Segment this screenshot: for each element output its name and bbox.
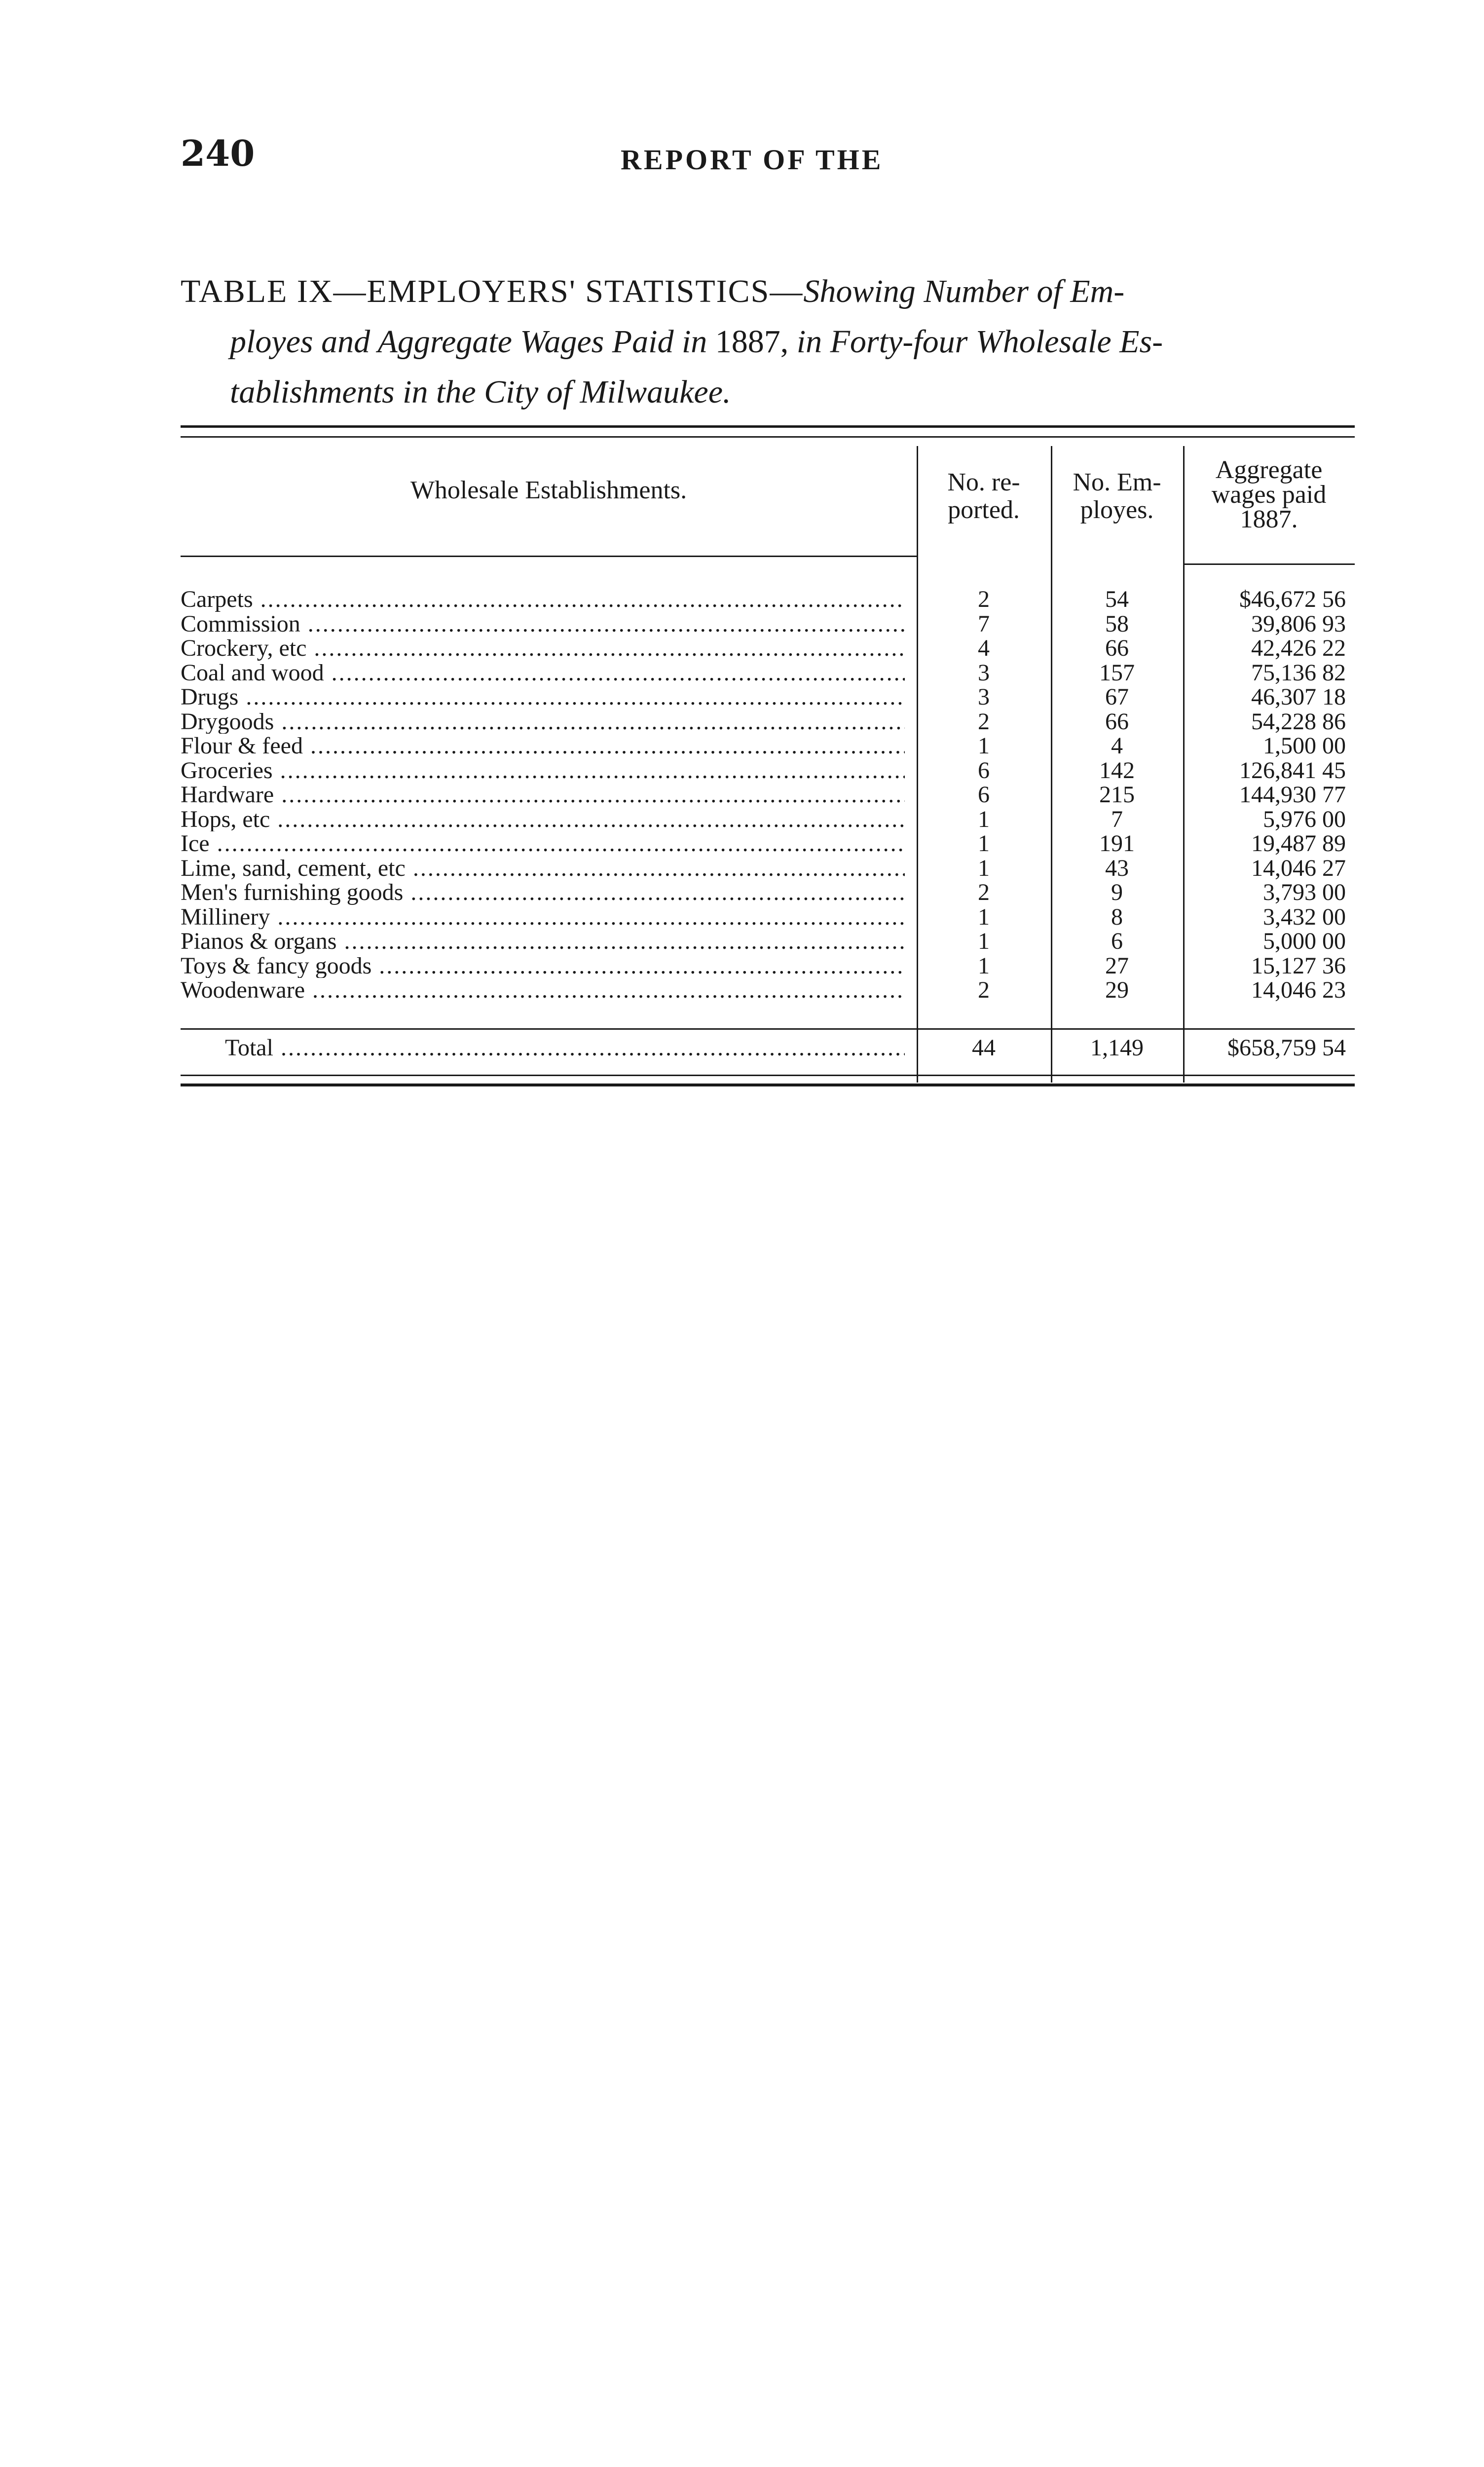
row-reported: 1 bbox=[978, 928, 990, 954]
row-wages-cents: 82 bbox=[1322, 659, 1346, 686]
row-wages-cents: 00 bbox=[1322, 928, 1346, 954]
row-reported: 3 bbox=[978, 684, 990, 710]
row-wages-dollars: 126,841 bbox=[1239, 757, 1316, 784]
header-employes-line-2: ployes. bbox=[1080, 496, 1154, 524]
row-reported: 2 bbox=[978, 879, 990, 905]
row-reported: 1 bbox=[978, 855, 990, 881]
header-wages-line-1: Aggregate bbox=[1215, 456, 1323, 484]
total-rule bbox=[181, 1028, 1355, 1030]
table-top-rule bbox=[181, 425, 1355, 428]
row-wages-dollars: 1,500 bbox=[1263, 733, 1316, 759]
row-wages-cents: 00 bbox=[1322, 733, 1346, 759]
row-employes: 43 bbox=[1105, 855, 1129, 881]
total-wages-dollars: $658,759 bbox=[1227, 1035, 1316, 1061]
row-employes: 142 bbox=[1099, 757, 1135, 784]
page-number: 240 bbox=[181, 132, 255, 174]
table-bottom-rule-outer bbox=[181, 1084, 1355, 1086]
row-wages-cents: 56 bbox=[1322, 586, 1346, 612]
table-row bbox=[181, 880, 1355, 905]
row-name: Millinery ..... bbox=[181, 905, 905, 930]
row-wages-dollars: 19,487 bbox=[1251, 830, 1316, 857]
row-name: Lime, sand, cement, etc ..... bbox=[181, 856, 905, 881]
row-name: Commission ..... bbox=[181, 612, 905, 636]
table-row bbox=[181, 807, 1355, 832]
row-wages-dollars: $46,672 bbox=[1239, 586, 1316, 612]
row-wages-dollars: 42,426 bbox=[1251, 635, 1316, 661]
row-name: Woodenware ..... bbox=[181, 978, 905, 1003]
row-employes: 67 bbox=[1105, 684, 1129, 710]
caption-desc-2b: in Forty-four Wholesale Es- bbox=[796, 324, 1163, 360]
row-reported: 1 bbox=[978, 830, 990, 857]
row-wages-cents: 89 bbox=[1322, 830, 1346, 857]
row-reported: 7 bbox=[978, 610, 990, 637]
running-head: REPORT OF THE bbox=[621, 144, 884, 176]
row-wages-dollars: 3,793 bbox=[1263, 879, 1316, 905]
header-rule bbox=[181, 556, 917, 557]
caption-line-2 bbox=[181, 317, 1355, 367]
caption-line-1 bbox=[181, 266, 1355, 317]
table-row bbox=[181, 783, 1355, 807]
row-wages-cents: 23 bbox=[1322, 977, 1346, 1003]
row-reported: 1 bbox=[978, 806, 990, 832]
row-reported: 3 bbox=[978, 659, 990, 686]
header-establishments: Wholesale Establishments. bbox=[410, 476, 687, 504]
header-reported-line-1: No. re- bbox=[947, 468, 1020, 496]
total-label: Total ..... bbox=[181, 1033, 905, 1063]
row-name: Flour & feed ..... bbox=[181, 734, 905, 758]
header-wages-line-3: 1887. bbox=[1240, 505, 1298, 533]
table-row bbox=[181, 636, 1355, 661]
header-wages bbox=[1183, 458, 1355, 532]
row-wages-dollars: 5,000 bbox=[1263, 928, 1316, 954]
row-reported: 2 bbox=[978, 708, 990, 735]
row-wages-cents: 00 bbox=[1322, 806, 1346, 832]
row-reported: 6 bbox=[978, 757, 990, 784]
table-row bbox=[181, 710, 1355, 734]
row-wages-cents: 00 bbox=[1322, 903, 1346, 930]
header-wages-line-2: wages paid bbox=[1211, 481, 1327, 509]
caption-label: TABLE IX—EMPLOYERS' STATISTICS— bbox=[181, 273, 804, 309]
table-row bbox=[181, 685, 1355, 710]
row-wages-cents: 36 bbox=[1322, 952, 1346, 979]
header-rule-wages bbox=[1183, 563, 1355, 565]
row-name: Coal and wood ..... bbox=[181, 661, 905, 685]
table-row bbox=[181, 661, 1355, 685]
row-wages-cents: 77 bbox=[1322, 782, 1346, 808]
row-wages-dollars: 75,136 bbox=[1251, 659, 1316, 686]
header-employes bbox=[1051, 469, 1183, 524]
total-wages-cents: 54 bbox=[1322, 1035, 1346, 1061]
header-reported-line-2: ported. bbox=[948, 496, 1020, 524]
row-reported: 4 bbox=[978, 635, 990, 661]
table-bottom-rule bbox=[181, 1075, 1355, 1076]
row-wages-cents: 18 bbox=[1322, 684, 1346, 710]
total-employes: 1,149 bbox=[1090, 1035, 1144, 1061]
row-name: Hardware ..... bbox=[181, 783, 905, 807]
caption-year: 1887, bbox=[707, 324, 797, 360]
table-row bbox=[181, 978, 1355, 1003]
row-wages-dollars: 15,127 bbox=[1251, 952, 1316, 979]
total-row bbox=[181, 1033, 1355, 1063]
row-wages-cents: 22 bbox=[1322, 635, 1346, 661]
row-name: Groceries ..... bbox=[181, 758, 905, 783]
row-wages-dollars: 5,976 bbox=[1263, 806, 1316, 832]
row-reported: 1 bbox=[978, 733, 990, 759]
row-wages-cents: 00 bbox=[1322, 879, 1346, 905]
row-name: Ice ..... bbox=[181, 831, 905, 856]
table-row bbox=[181, 612, 1355, 636]
row-reported: 6 bbox=[978, 782, 990, 808]
row-employes: 58 bbox=[1105, 610, 1129, 637]
row-name: Pianos & organs ..... bbox=[181, 929, 905, 954]
row-employes: 4 bbox=[1111, 733, 1123, 759]
row-reported: 1 bbox=[978, 952, 990, 979]
row-name: Carpets ..... bbox=[181, 587, 905, 612]
row-wages-dollars: 46,307 bbox=[1251, 684, 1316, 710]
caption-line-3: tablishments in the City of Milwaukee. bbox=[230, 374, 731, 410]
row-reported: 2 bbox=[978, 586, 990, 612]
row-reported: 1 bbox=[978, 903, 990, 930]
row-wages-dollars: 54,228 bbox=[1251, 708, 1316, 735]
row-employes: 66 bbox=[1105, 708, 1129, 735]
table-row bbox=[181, 758, 1355, 783]
header-reported bbox=[917, 469, 1051, 524]
row-employes: 66 bbox=[1105, 635, 1129, 661]
row-employes: 27 bbox=[1105, 952, 1129, 979]
table-row bbox=[181, 905, 1355, 930]
row-name: Drugs ..... bbox=[181, 685, 905, 710]
row-employes: 157 bbox=[1099, 659, 1135, 686]
row-name: Drygoods ..... bbox=[181, 710, 905, 734]
header-employes-line-1: No. Em- bbox=[1073, 468, 1161, 496]
row-name: Men's furnishing goods ..... bbox=[181, 880, 905, 905]
table-row bbox=[181, 734, 1355, 758]
row-wages-dollars: 144,930 bbox=[1239, 782, 1316, 808]
row-name: Crockery, etc ..... bbox=[181, 636, 905, 661]
row-employes: 191 bbox=[1099, 830, 1135, 857]
row-reported: 2 bbox=[978, 977, 990, 1003]
row-name: Toys & fancy goods ..... bbox=[181, 954, 905, 978]
row-wages-cents: 27 bbox=[1322, 855, 1346, 881]
row-wages-dollars: 14,046 bbox=[1251, 977, 1316, 1003]
table-top-rule-inner bbox=[181, 436, 1355, 438]
row-wages-dollars: 14,046 bbox=[1251, 855, 1316, 881]
row-wages-cents: 86 bbox=[1322, 708, 1346, 735]
table-caption bbox=[181, 266, 1355, 417]
table-row bbox=[181, 856, 1355, 881]
row-employes: 54 bbox=[1105, 586, 1129, 612]
row-wages-dollars: 39,806 bbox=[1251, 610, 1316, 637]
row-employes: 8 bbox=[1111, 903, 1123, 930]
table-row bbox=[181, 954, 1355, 978]
table-row bbox=[181, 929, 1355, 954]
table-row bbox=[181, 831, 1355, 856]
row-employes: 29 bbox=[1105, 977, 1129, 1003]
row-employes: 6 bbox=[1111, 928, 1123, 954]
row-wages-cents: 45 bbox=[1322, 757, 1346, 784]
table-row bbox=[181, 587, 1355, 612]
caption-desc-2a: ployes and Aggregate Wages Paid in bbox=[230, 324, 707, 360]
row-employes: 215 bbox=[1099, 782, 1135, 808]
row-wages-cents: 93 bbox=[1322, 610, 1346, 637]
row-wages-dollars: 3,432 bbox=[1263, 903, 1316, 930]
table-body bbox=[181, 587, 1355, 1003]
row-employes: 9 bbox=[1111, 879, 1123, 905]
row-employes: 7 bbox=[1111, 806, 1123, 832]
total-reported: 44 bbox=[972, 1035, 996, 1061]
row-name: Hops, etc ..... bbox=[181, 807, 905, 832]
caption-desc-1: Showing Number of Em- bbox=[803, 273, 1125, 309]
